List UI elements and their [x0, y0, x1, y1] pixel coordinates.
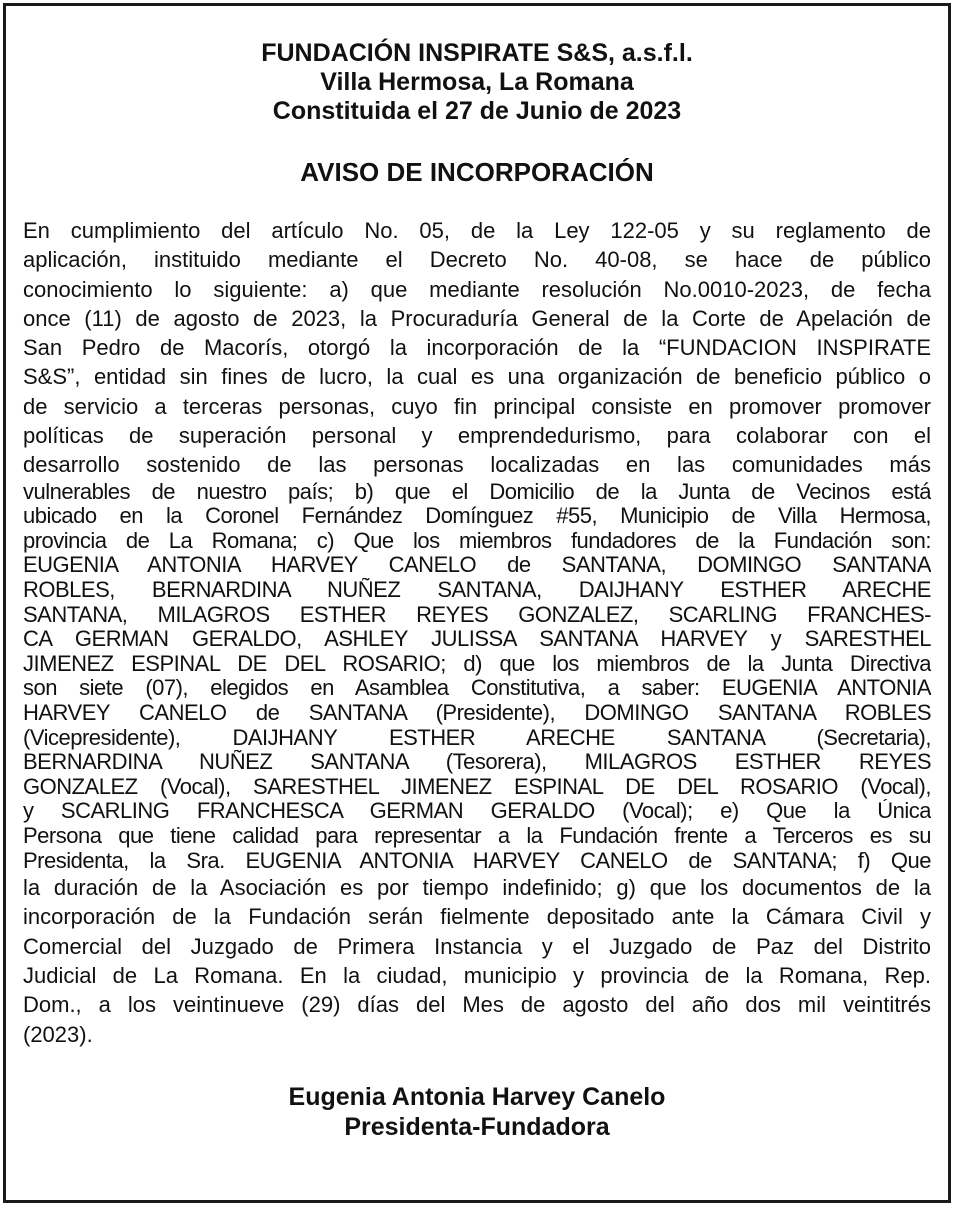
body-line: ubicado en la Coronel Fernández Domínguez #55, Municipio de Villa Hermosa,: [23, 504, 931, 529]
body-line: aplicación, instituido mediante el Decreto No. 40-08, se hace de público: [23, 247, 931, 273]
signatory-name: Eugenia Antonia Harvey Canelo: [288, 1083, 666, 1111]
body-line: SANTANA, MILAGROS ESTHER REYES GONZALEZ, SCARLING FRANCHES-: [23, 602, 931, 627]
body-line: la duración de la Asociación es por tiempo indefinido; g) que los documentos de la: [23, 875, 931, 901]
body-line: once (11) de agosto de 2023, la Procuraduría General de la Corte de Apelación de: [23, 305, 931, 331]
body-line: Comercial del Juzgado de Primera Instancia y el Juzgado de Paz del Distrito: [23, 933, 931, 959]
body-line: Dom., a los veintinueve (29) días del Mes de agosto del año dos mil veintitrés: [23, 992, 931, 1018]
body-line: provincia de La Romana; c) Que los miembros fundadores de la Fundación son:: [23, 528, 931, 553]
body-line: Judicial de La Romana. En la ciudad, municipio y provincia de la Romana, Rep.: [23, 963, 931, 989]
body-line: ROBLES, BERNARDINA NUÑEZ SANTANA, DAIJHANY ESTHER ARECHE: [23, 578, 931, 603]
body-line: Persona que tiene calidad para representar a la Fundación frente a Terceros es su: [23, 823, 931, 848]
body-line: JIMENEZ ESPINAL DE DEL ROSARIO; d) que los miembros de la Junta Directiva: [23, 651, 931, 676]
body-line: de servicio a terceras personas, cuyo fin principal consiste en promover promover: [23, 393, 931, 419]
body-line: incorporación de la Fundación serán fielmente depositado ante la Cámara Civil y: [23, 904, 931, 930]
body-line: En cumplimiento del artículo No. 05, de la Ley 122-05 y su reglamento de: [23, 218, 931, 243]
notice-title: AVISO DE INCORPORACIÓN: [300, 157, 654, 187]
body-line: son siete (07), elegidos en Asamblea Constitutiva, a saber: EUGENIA ANTONIA: [23, 676, 931, 701]
body-line: San Pedro de Macorís, otorgó la incorporación de la “FUNDACION INSPIRATE: [23, 335, 931, 361]
body-line: desarrollo sostenido de las personas localizadas en las comunidades más: [23, 452, 931, 478]
body-line: HARVEY CANELO de SANTANA (Presidente), DOMINGO SANTANA ROBLES: [23, 701, 931, 726]
body-line: políticas de superación personal y emprendedurismo, para colaborar con el: [23, 423, 931, 449]
body-line: Presidenta, la Sra. EUGENIA ANTONIA HARVEY CANELO de SANTANA; f) Que: [23, 848, 931, 873]
body-line: CA GERMAN GERALDO, ASHLEY JULISSA SANTANA HARVEY y SARESTHEL: [23, 627, 931, 652]
body-line: (2023).: [23, 1021, 93, 1047]
signature-block: [6, 1082, 948, 1142]
body-line: S&S”, entidad sin fines de lucro, la cual es una organización de beneficio público o: [23, 364, 931, 390]
body-line: EUGENIA ANTONIA HARVEY CANELO de SANTANA, DOMINGO SANTANA: [23, 553, 931, 578]
notice-body: [23, 216, 931, 1049]
body-line: BERNARDINA NUÑEZ SANTANA (Tesorera), MILAGROS ESTHER REYES: [23, 750, 931, 775]
body-line: (Vicepresidente), DAIJHANY ESTHER ARECHE SANTANA (Secretaria),: [23, 725, 931, 750]
foundation-location: Villa Hermosa, La Romana: [320, 68, 634, 96]
notice-frame: [3, 3, 951, 1203]
body-line: vulnerables de nuestro país; b) que el Domicilio de la Junta de Vecinos está: [23, 479, 931, 504]
foundation-constitution-date: Constituida el 27 de Junio de 2023: [272, 97, 682, 125]
body-line: GONZALEZ (Vocal), SARESTHEL JIMENEZ ESPINAL DE DEL ROSARIO (Vocal),: [23, 774, 931, 799]
signatory-role: Presidenta-Fundadora: [344, 1113, 610, 1141]
body-line: conocimiento lo siguiente: a) que mediante resolución No.0010-2023, de fecha: [23, 276, 931, 302]
foundation-name: FUNDACIÓN INSPIRATE S&S, a.s.f.l.: [261, 39, 693, 67]
body-line: y SCARLING FRANCHESCA GERMAN GERALDO (Vocal); e) Que la Única: [23, 799, 931, 824]
header-block: [6, 39, 948, 126]
